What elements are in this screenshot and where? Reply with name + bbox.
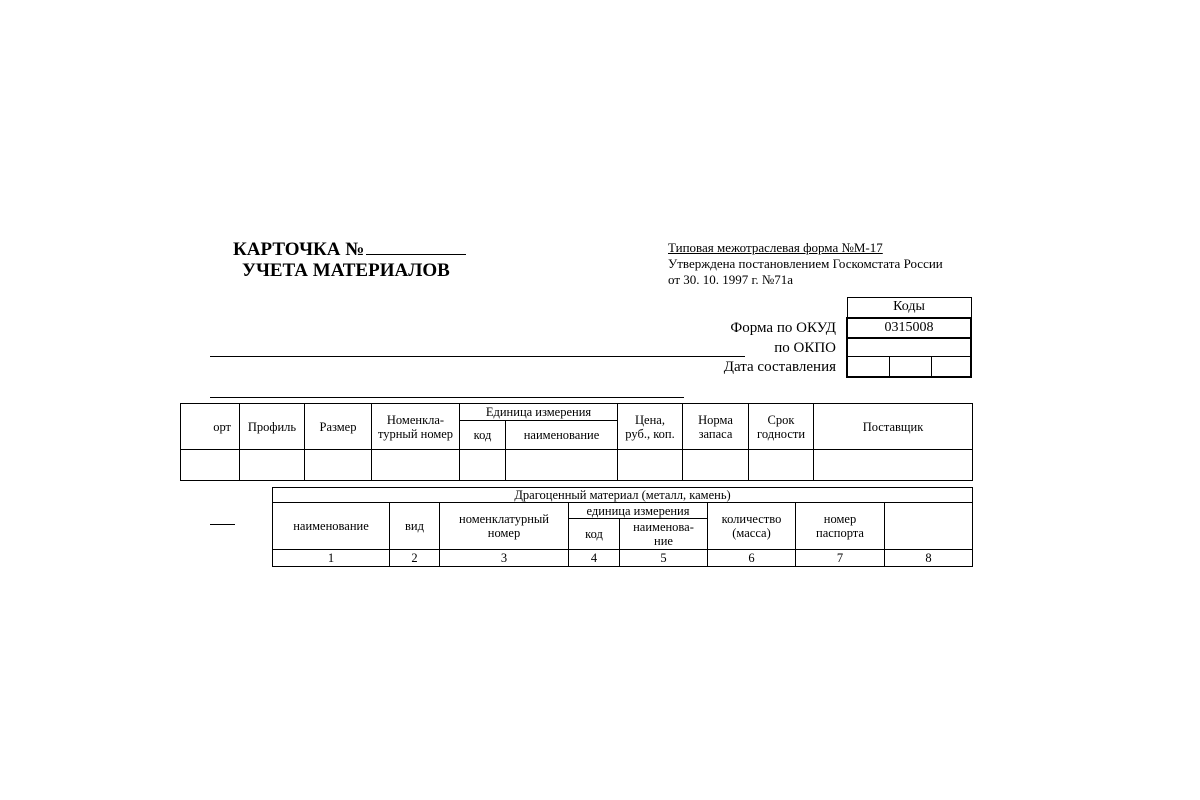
precious-col-passport-line2: паспорта [816,526,864,540]
col-nomenclature-line1: Номенкла- [386,412,445,427]
card-number-line [366,237,466,255]
precious-unit-code: код [569,519,620,550]
col-price-line2: руб., коп. [625,426,675,441]
precious-col-type: вид [390,503,440,550]
col-norm-line1: Норма [698,412,733,427]
cell-norm[interactable] [683,450,749,481]
precious-unit-name-line2: ние [654,534,673,548]
cell-unit-code[interactable] [460,450,506,481]
date-day-cell[interactable] [847,357,889,377]
organization-line[interactable] [210,356,745,357]
precious-col-nomen-line1: номенклатурный [459,512,549,526]
precious-num-1: 1 [273,550,390,567]
precious-num-8: 8 [885,550,973,567]
cell-sort[interactable] [181,450,240,481]
col-sort: орт [181,404,240,450]
col-nomenclature [372,404,460,450]
main-table-clip [210,403,972,483]
cell-supplier[interactable] [814,450,973,481]
unit-header: Единица измерения [460,404,618,421]
unit-code: код [460,421,506,450]
col-price-line1: Цена, [635,412,665,427]
precious-col-nomen-line2: номер [487,526,521,540]
okud-value: 0315008 [847,318,971,338]
unit-name: наименование [506,421,618,450]
date-year-cell[interactable] [931,357,971,377]
col-shelf-line1: Срок [767,412,795,427]
precious-num-3: 3 [440,550,569,567]
card-title [233,237,466,261]
precious-title: Драгоценный материал (металл, камень) [273,488,973,503]
precious-table [272,487,973,567]
precious-num-4: 4 [569,550,620,567]
department-line[interactable] [210,397,684,398]
date-month-cell[interactable] [889,357,931,377]
col-nomenclature-line2: турный номер [377,426,454,441]
precious-unit-name [620,519,708,550]
form-type: Типовая межотраслевая форма №М-17 [668,240,883,255]
okpo-label: по ОКПО [774,340,836,356]
precious-col-name: наименование [273,503,390,550]
cell-price[interactable] [618,450,683,481]
side-line [210,524,235,525]
precious-num-6: 6 [708,550,796,567]
precious-table-clip [272,487,972,565]
date-label: Дата составления [723,359,836,375]
precious-col-passport [796,503,885,550]
precious-unit-header: единица измерения [569,503,708,519]
col-profile: Профиль [240,404,305,450]
okud-label: Форма по ОКУД [730,320,836,336]
approved-line-2: от 30. 10. 1997 г. №71а [668,272,794,287]
cell-shelf-life[interactable] [749,450,814,481]
col-shelf-life [749,404,814,450]
precious-col-nomenclature [440,503,569,550]
precious-col-quantity [708,503,796,550]
cell-unit-name[interactable] [506,450,618,481]
col-supplier: Поставщик [814,404,973,450]
col-shelf-line2: годности [757,426,806,441]
precious-num-2: 2 [390,550,440,567]
precious-col-passport-line1: номер [823,512,857,526]
codes-header: Коды [847,298,971,318]
okpo-value[interactable] [847,338,971,357]
codes-box [846,297,972,378]
cell-profile[interactable] [240,450,305,481]
precious-num-7: 7 [796,550,885,567]
col-size: Размер [305,404,372,450]
precious-col-qty-line2: (масса) [732,526,771,540]
card-title-text: КАРТОЧКА № [233,239,365,260]
col-price [618,404,683,450]
card-subtitle: УЧЕТА МАТЕРИАЛОВ [242,260,450,281]
precious-unit-name-line1: наименова- [633,520,694,534]
precious-col-qty-line1: количество [721,512,782,526]
col-norm-line2: запаса [698,426,733,441]
cell-nomenclature[interactable] [372,450,460,481]
precious-num-5: 5 [620,550,708,567]
precious-col-extra [885,503,973,550]
approved-line-1: Утверждена постановлением Госкомстата России [668,256,943,271]
main-table [180,403,973,481]
col-norm [683,404,749,450]
cell-size[interactable] [305,450,372,481]
